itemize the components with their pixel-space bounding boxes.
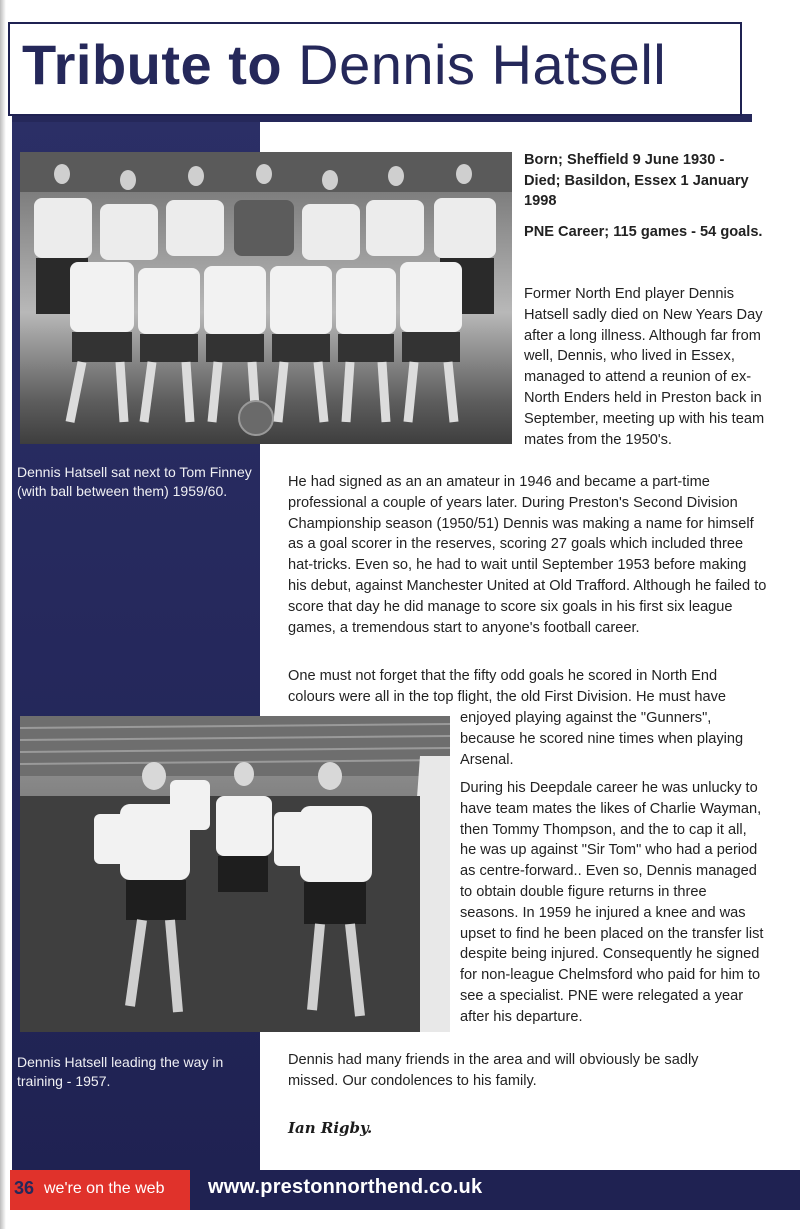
article-paragraph-3-start: One must not forget that the fifty odd goals he scored in North End colours were all in the top flight, the old First Division. He must have: [288, 668, 727, 705]
pne-career-stats: PNE Career; 115 games - 54 goals.: [524, 224, 763, 240]
website-url-link[interactable]: www.prestonnorthend.co.uk: [208, 1176, 483, 1198]
title-name: Dennis Hatsell: [298, 33, 667, 96]
page-number: 36: [14, 1178, 35, 1198]
title-bold: Tribute to: [22, 33, 283, 96]
born-died-details: Born; Sheffield 9 June 1930 - Died; Basildon, Essex 1 January 1998: [524, 152, 749, 209]
training-photo-caption: Dennis Hatsell leading the way in training - 1957.: [17, 1054, 224, 1089]
article-paragraph-5: Dennis had many friends in the area and will obviously be sadly missed. Our condolences to his family.: [288, 1052, 699, 1089]
page-edge-shadow: [0, 0, 6, 1229]
article-paragraph-3-end: enjoyed playing against the "Gunners", because he scored nine times when playing Arsenal.: [460, 710, 744, 768]
author-signature: Ian Rigby.: [288, 1119, 373, 1137]
team-photo-caption: Dennis Hatsell sat next to Tom Finney (with ball between them) 1959/60.: [17, 464, 252, 499]
article-paragraph-4: During his Deepdale career he was unlucky to have team mates the likes of Charlie Wayman, then Tommy Thompson, and the to cap it all, he was up against "Sir Tom" who had a period as centre-forward.. Even so, Dennis managed to obtain double figure returns in three seasons. In 1959 he injured a knee and was upset to find he been placed on the transfer list despite being injured. Consequently he signed for non-league Chelmsford who paid for him to see a specialist. PNE were relegated a year after his departure.: [460, 780, 764, 1025]
article-paragraph-2: He had signed as an an amateur in 1946 and became a part-time professional a couple of years later. During Preston's Second Division Championship season (1950/51) Dennis was making a name for himself as a goal scorer in the reserves, scoring 27 goals which included three hat-tricks. Even so, he had to wait until September 1953 before making his debut, against Manchester United at Old Trafford. Although he failed to score that day he did manage to score six goals in his first six league games, a tremendous start to anyone's football career.: [288, 474, 767, 636]
training-photo: [20, 716, 450, 1032]
team-photo: [20, 152, 512, 444]
page-title: [22, 28, 666, 102]
web-label: we're on the web: [44, 1180, 165, 1197]
article-paragraph-1: Former North End player Dennis Hatsell sadly died on New Years Day after a long illness. Although far from well, Dennis, who lived in Essex, managed to attend a reunion of ex- North Enders held in Preston back in September, meeting up with his team mates from the 1950's.: [524, 286, 765, 448]
